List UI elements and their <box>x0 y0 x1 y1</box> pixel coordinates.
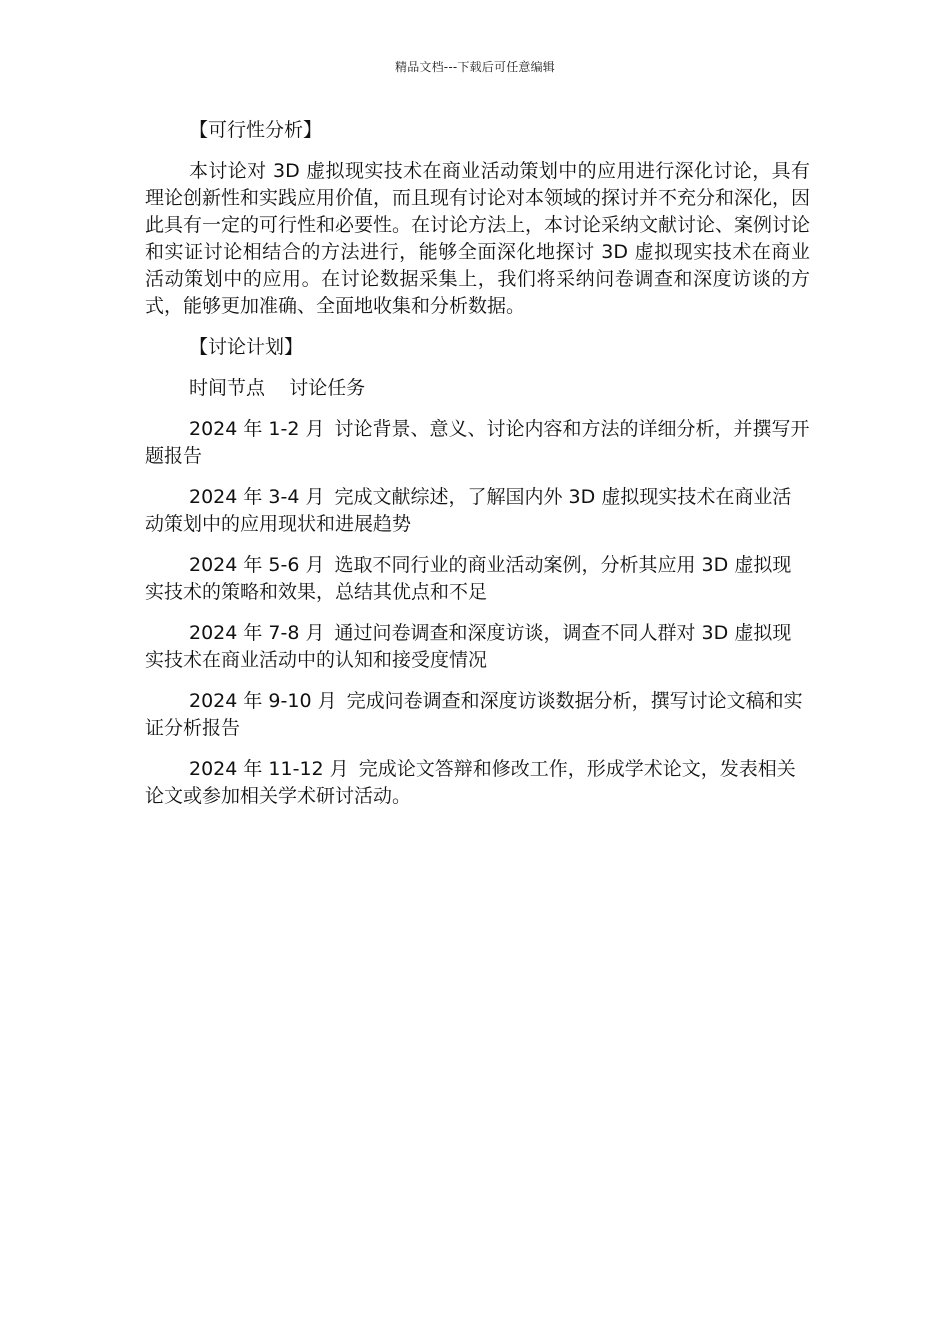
plan-col-time: 时间节点 <box>189 377 266 399</box>
plan-row-task: 完成论文答辩和修改工作，形成学术论文，发表相关论文或参加相关学术研讨活动。 <box>145 758 796 807</box>
feasibility-heading: 【可行性分析】 <box>189 119 323 141</box>
plan-row <box>145 552 810 606</box>
plan-heading: 【讨论计划】 <box>189 336 304 358</box>
plan-row <box>145 756 810 810</box>
document-body <box>145 117 810 824</box>
plan-row <box>145 484 810 538</box>
feasibility-paragraph: 本讨论对 3D 虚拟现实技术在商业活动策划中的应用进行深化讨论，具有理论创新性和实践应用价值，而且现有讨论对本领域的探讨并不充分和深化，因此具有一定的可行性和必要性。在讨论方法上，本讨论采纳文献讨论、案例讨论和实证讨论相结合的方法进行，能够全面深化地探讨 3D 虚拟现实技术在商业活动策划中的应用。在讨论数据采集上，我们将采纳问卷调查和深度访谈的方式，能够更加准确、全面地收集和分析数据。 <box>145 160 811 317</box>
plan-col-task: 讨论任务 <box>289 377 366 399</box>
plan-row-task: 选取不同行业的商业活动案例，分析其应用 3D 虚拟现实技术的策略和效果，总结其优点和不足 <box>145 554 792 603</box>
plan-row-task: 完成文献综述，了解国内外 3D 虚拟现实技术在商业活动策划中的应用现状和进展趋势 <box>145 486 792 535</box>
plan-row-time: 2024 年 9-10 月 <box>189 690 337 712</box>
plan-row <box>145 416 810 470</box>
plan-row-time: 2024 年 5-6 月 <box>189 554 325 576</box>
plan-row-time: 2024 年 11-12 月 <box>189 758 349 780</box>
plan-row <box>145 688 810 742</box>
plan-column-headers <box>145 375 810 402</box>
plan-row-task: 完成问卷调查和深度访谈数据分析，撰写讨论文稿和实证分析报告 <box>145 690 803 739</box>
plan-row-task: 通过问卷调查和深度访谈，调查不同人群对 3D 虚拟现实技术在商业活动中的认知和接受度情况 <box>145 622 792 671</box>
plan-row-time: 2024 年 3-4 月 <box>189 486 325 508</box>
plan-row <box>145 620 810 674</box>
plan-row-task: 讨论背景、意义、讨论内容和方法的详细分析，并撰写开题报告 <box>145 418 810 467</box>
header-note: 精品文档---下载后可任意编辑 <box>395 60 555 74</box>
plan-row-time: 2024 年 1-2 月 <box>189 418 325 440</box>
plan-row-time: 2024 年 7-8 月 <box>189 622 325 644</box>
